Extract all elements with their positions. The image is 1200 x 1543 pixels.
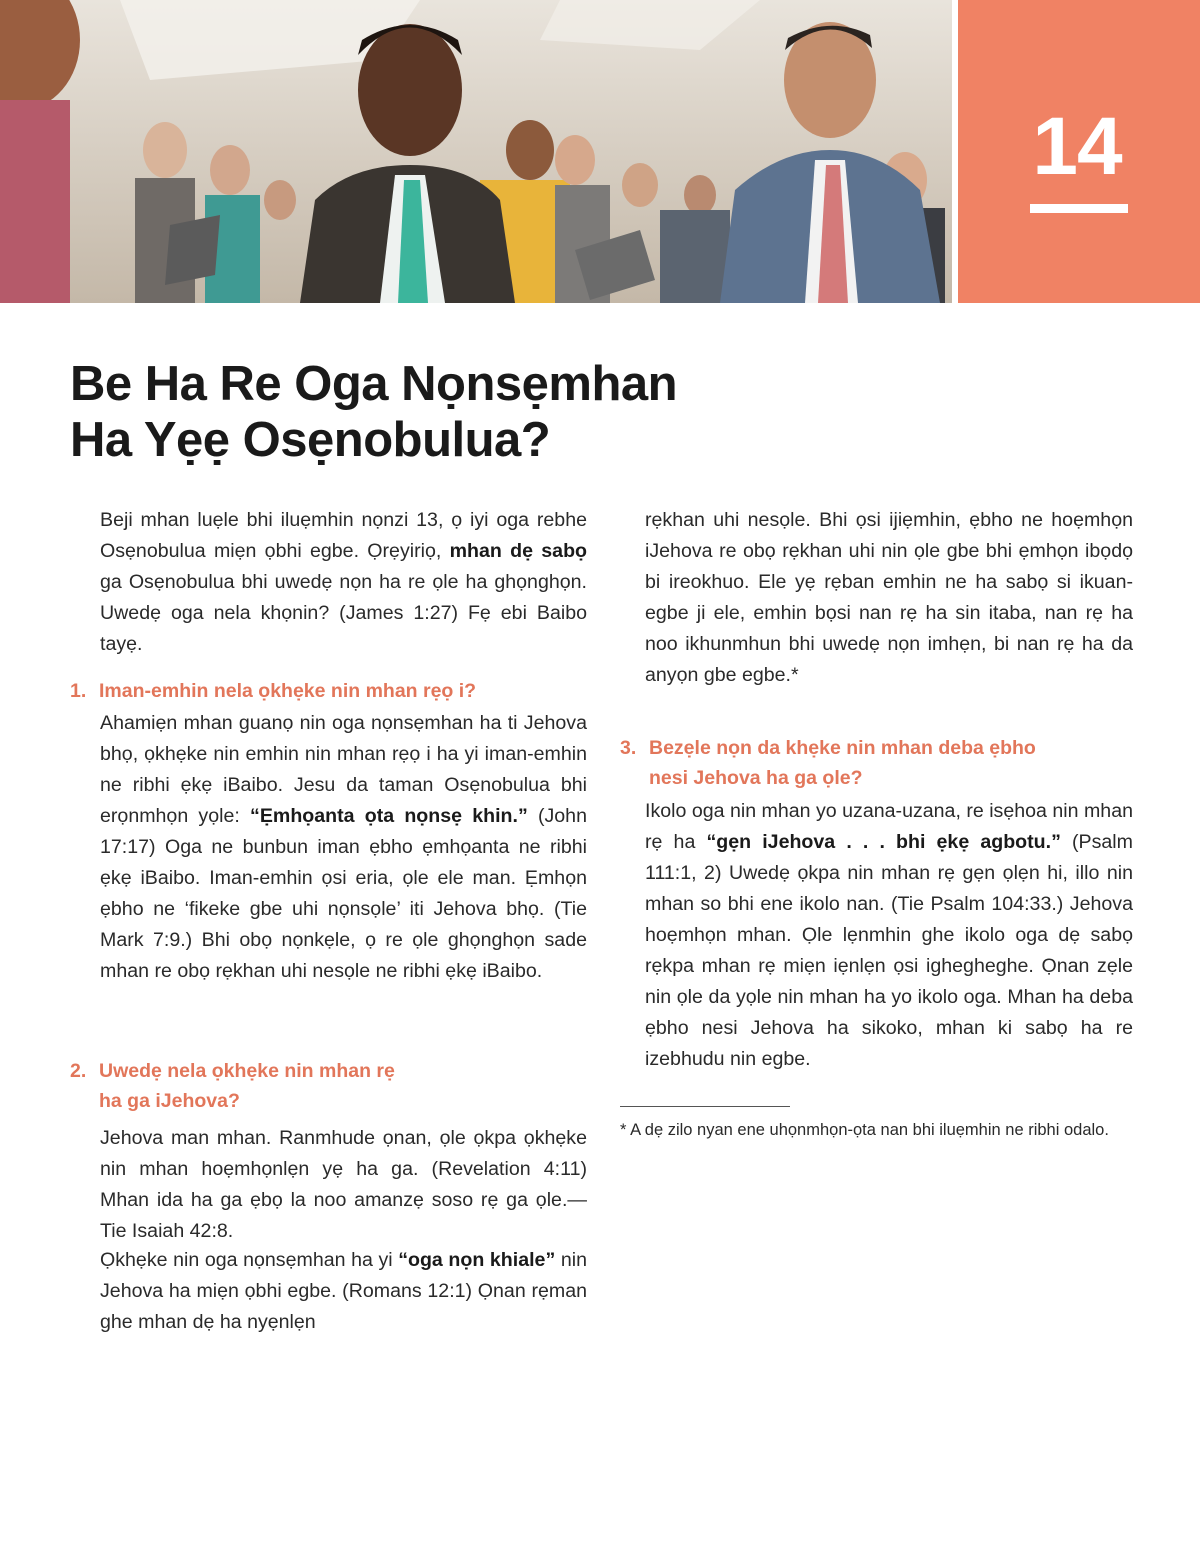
question-1: 1. Iman-emhin nela ọkhẹke nin mhan rẹọ i?	[70, 680, 477, 702]
question-3: 3. Bezẹle nọn da khẹke nin mhan deba ẹbho nesi Jehova ha ga ọle?	[620, 737, 1036, 789]
intro-paragraph: Beji mhan luẹle bhi iluẹmhin nọnzi 13, ọ iyi oga rebhe Osẹnobulua miẹn ọbhi egbe. Ọrẹyiriọ, mhan dẹ sabọ ga Osẹnobulua bhi uwedẹ nọn ha re ọle ha ghọnghọn. Uwedẹ oga nela khọnin? (James 1:27) Fẹ ebi Baibo tayẹ.	[100, 509, 588, 655]
title-line-2: Ha Yẹẹ Osẹnobulua?	[70, 413, 551, 467]
title-line-1: Be Ha Re Oga Nọnsẹmhan	[70, 357, 678, 411]
footnote-divider	[620, 1106, 790, 1107]
column-left	[100, 505, 587, 660]
page-title	[70, 356, 770, 468]
chapter-number: 14	[1032, 101, 1122, 192]
answer-2b: Ọkhẹke nin oga nọnsẹmhan ha yi “oga nọn khiale” nin Jehova ha miẹn ọbhi egbe. (Romans 12:1) Ọnan rẹman ghe mhan dẹ ha nyẹnlẹn	[100, 1249, 587, 1333]
answer-3: Ikolo oga nin mhan yo uzana-uzana, re isẹhoa nin mhan rẹ ha “gẹn iJehova . . . bhi ẹkẹ agbotu.” (Psalm 111:1, 2) Uwedẹ ọkpa nin mhan rẹ gẹn ọlẹn hi, illo nin mhan so bhi ene ikolo nan. (Tie Psalm 104:33.) Jehova hoẹmhọn mhan. Ọle lẹnmhin ghe ikolo oga dẹ sabọ rẹkpa mhan rẹ miẹn iẹnlẹn ọsi ighegheghe. Ọnan zẹle nin ọle da yọle nin mhan ha yo ikolo oga. Mhan ha deba ẹbho nesi Jehova ha sikoko, mhan ki sabọ ha re izebhudu nin egbe.	[645, 800, 1133, 1070]
footnote: * A dẹ zilo nyan ene uhọnmhọn-ọta nan bhi iluẹmhin ne ribhi odalo.	[620, 1121, 1109, 1139]
answer-1: Ahamiẹn mhan guanọ nin oga nọnsẹmhan ha ti Jehova bhọ, ọkhẹke nin emhin nin mhan rẹọ i ha yi iman-emhin ne ribhi ẹkẹ iBaibo. Jesu da taman Osẹnobulua bhi erọnmhọn yọle: “Ẹmhọanta ọta nọnsẹ khin.” (John 17:17) Oga ne bunbun iman ẹbho ẹmhọanta ne ribhi ẹkẹ iBaibo. Iman-emhin ọsi eria, ọle ele man. Ẹmhọn ẹbho ne ‘fikeke gbe uhi nọnsọle’ iti Jehova bhọ. (Tie Mark 7:9.) Bhi obọ nọnkẹle, ọ re ọle ghọnghọn sade mhan re obọ rẹkhan uhi nesọle ne ribhi ẹkẹ iBaibo.	[100, 712, 587, 982]
answer-2: Jehova man mhan. Ranmhude ọnan, ọle ọkpa ọkhẹke nin mhan hoẹmhọnlẹn yẹ ha ga. (Revelation 4:11) Mhan ida ha ga ẹbọ la noo amanzẹ soso rẹ ga ọle.—Tie Isaiah 42:8.	[100, 1127, 587, 1242]
question-2: 2. Uwedẹ nela ọkhẹke nin mhan rẹ ha ga iJehova?	[70, 1060, 395, 1112]
column-right: rẹkhan uhi nesọle. Bhi ọsi ijiẹmhin, ẹbho ne hoẹmhọn iJehova re obọ rẹkhan uhi nin ọle gbe bhi ẹmhọn ibọdọ bi ireokhuo. Ele yẹ rẹban emhin ne ha sabọ si ikuan-egbe ji ele, emhin bọsi nan rẹ ha sin itaba, nan rẹ ha noo ikhunmhun bhi uwedẹ nọn imhẹn, bi nan rẹ ha da anyọn gbe egbe.*	[645, 509, 1133, 686]
chapter-underline	[1030, 204, 1128, 213]
hero-photo	[0, 0, 952, 303]
